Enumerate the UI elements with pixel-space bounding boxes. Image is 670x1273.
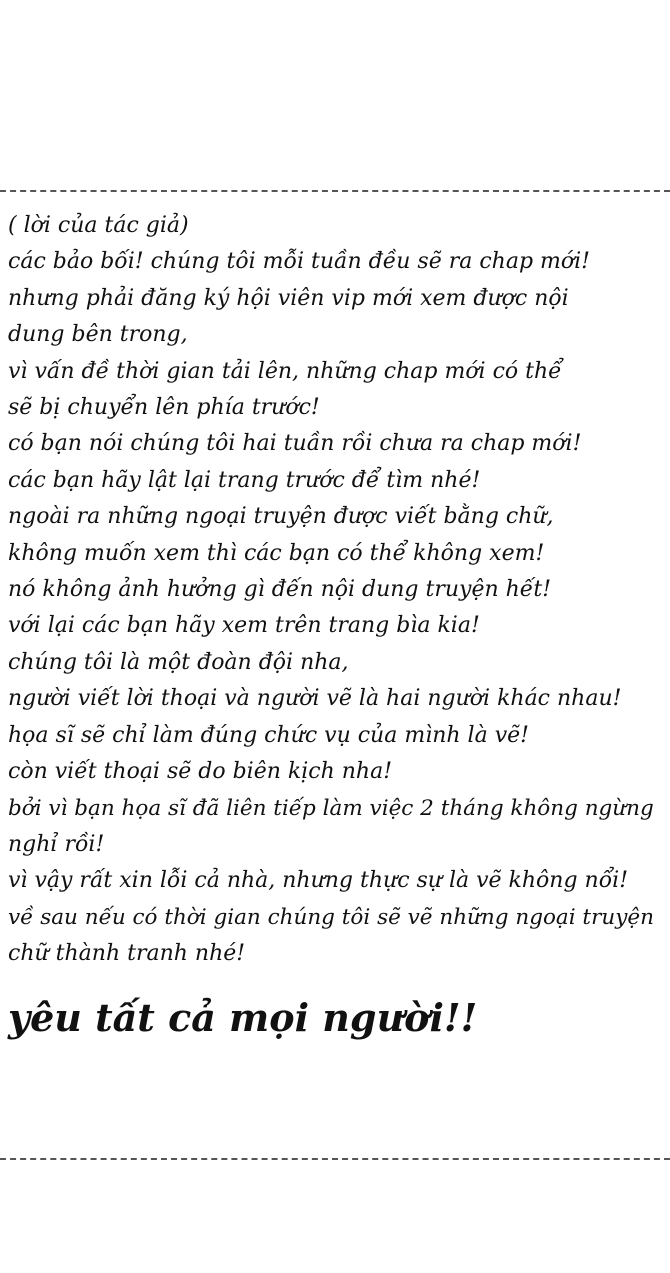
author-note-line: vì vậy rất xin lỗi cả nhà, nhưng thực sự là vẽ không nổi!	[8, 868, 629, 894]
author-note-line: với lại các bạn hãy xem trên trang bìa kia!	[8, 613, 480, 639]
author-note-line: vì vấn đề thời gian tải lên, những chap mới có thể	[8, 358, 562, 384]
author-note-line: các bạn hãy lật lại trang trước để tìm nhé!	[8, 467, 481, 493]
author-note-line: nghỉ rồi!	[8, 831, 105, 857]
author-note	[8, 208, 664, 1043]
author-note-line: người viết lời thoại và người vẽ là hai người khác nhau!	[8, 686, 622, 712]
author-note-line: chúng tôi là một đoàn đội nha,	[8, 649, 349, 675]
top-dashed-divider	[0, 190, 670, 192]
author-note-line: nó không ảnh hưởng gì đến nội dung truyện hết!	[8, 577, 552, 603]
author-note-line: họa sĩ sẽ chỉ làm đúng chức vụ của mình là vẽ!	[8, 722, 529, 748]
author-note-line: sẽ bị chuyển lên phía trước!	[8, 395, 320, 421]
author-note-line: có bạn nói chúng tôi hai tuần rồi chưa ra chap mới!	[8, 431, 582, 457]
author-note-line: chữ thành tranh nhé!	[8, 941, 246, 967]
author-note-heading: ( lời của tác giả)	[8, 213, 189, 238]
author-note-line: về sau nếu có thời gian chúng tôi sẽ vẽ những ngoại truyện	[8, 904, 654, 930]
author-note-line: bởi vì bạn họa sĩ đã liên tiếp làm việc 2 tháng không ngừng	[8, 795, 654, 821]
author-note-line: không muốn xem thì các bạn có thể không xem!	[8, 540, 545, 566]
author-note-line: nhưng phải đăng ký hội viên vip mới xem được nội	[8, 285, 569, 311]
author-note-line: ngoài ra những ngoại truyện được viết bằng chữ,	[8, 504, 554, 530]
author-note-line: còn viết thoại sẽ do biên kịch nha!	[8, 759, 393, 785]
author-note-line: dung bên trong,	[8, 322, 188, 348]
bottom-dashed-divider	[0, 1158, 670, 1160]
author-note-line: các bảo bối! chúng tôi mỗi tuần đều sẽ ra chap mới!	[8, 249, 591, 275]
closing-message: yêu tất cả mọi người!!	[8, 994, 478, 1040]
